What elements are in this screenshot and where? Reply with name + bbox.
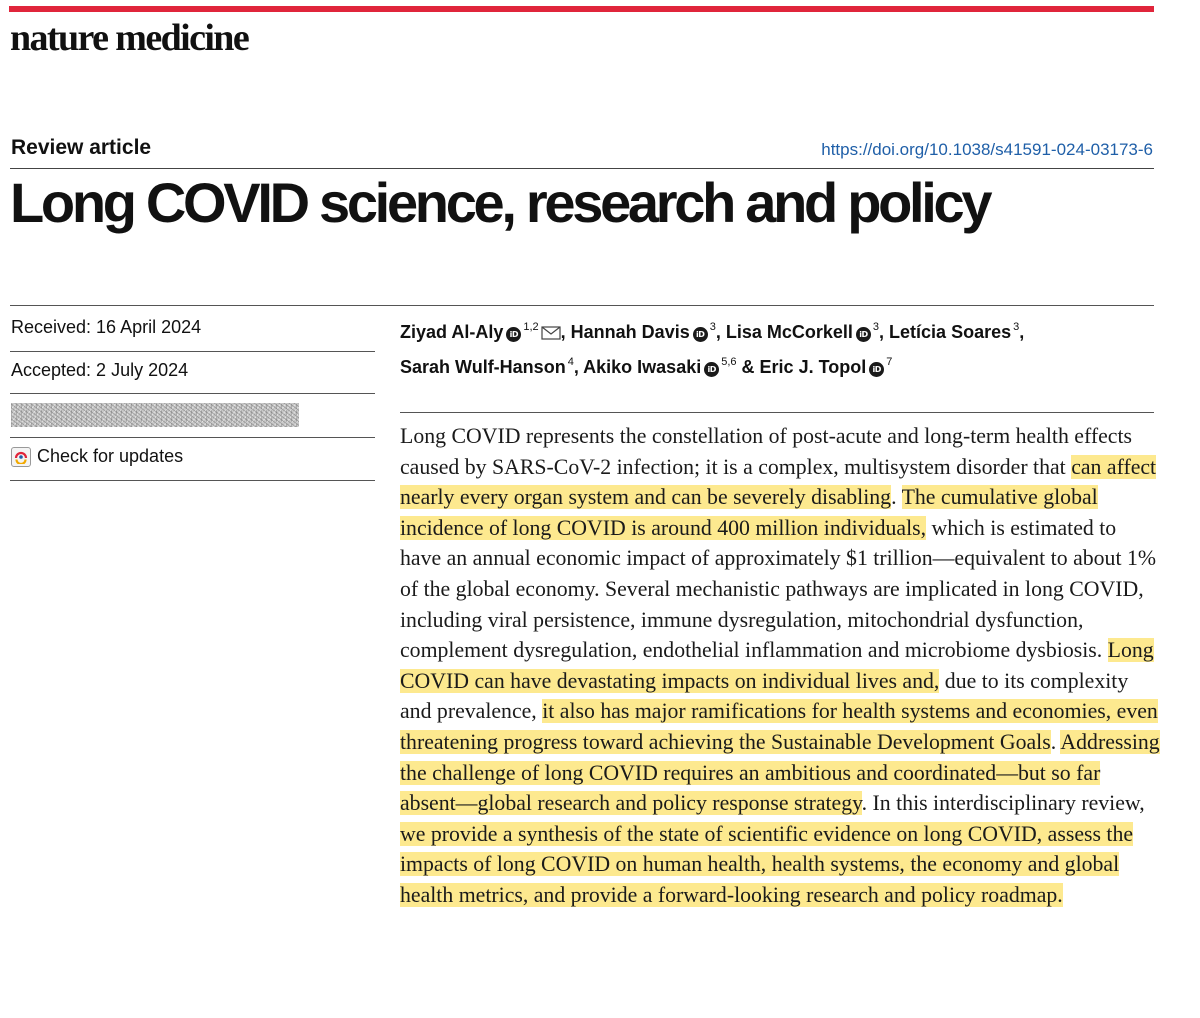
orcid-icon[interactable]: iD: [869, 362, 884, 377]
author-separator: ,: [879, 322, 890, 342]
highlighted-text: Long COVID can have devastating impacts on individual lives and,: [400, 638, 1154, 693]
journal-accent-bar: [9, 6, 1154, 12]
article-title: Long COVID science, research and policy: [10, 171, 990, 234]
redacted-publication-date: [11, 403, 299, 427]
author-separator: ,: [573, 357, 584, 377]
check-for-updates-button[interactable]: [11, 446, 183, 467]
abstract-text: .: [1050, 729, 1061, 754]
author-name[interactable]: Akiko Iwasaki: [583, 357, 702, 377]
check-for-updates-icon: [11, 447, 31, 467]
author-1: [571, 322, 716, 342]
highlighted-text: Addressing the challenge of long COVID requires an ambitious and coordinated—but so far absent—global research and policy response strategy: [400, 729, 1160, 816]
author-affiliation[interactable]: 1,2: [523, 321, 539, 333]
author-name[interactable]: Sarah Wulf-Hanson: [400, 357, 566, 377]
author-separator: &: [736, 357, 760, 377]
author-affiliation[interactable]: 7: [886, 356, 893, 368]
author-2: [726, 322, 879, 342]
metadata-top-divider: [10, 305, 1154, 306]
email-icon[interactable]: [541, 320, 561, 348]
author-4: [400, 357, 574, 377]
highlighted-text: we provide a synthesis of the state of scientific evidence on long COVID, assess the impacts of long COVID on human health, health systems, the economy and global health metrics, and provide a forward-looking research and policy roadmap.: [400, 821, 1134, 907]
orcid-icon[interactable]: iD: [506, 327, 521, 342]
author-affiliation[interactable]: 3: [709, 321, 716, 333]
article-type: Review article: [11, 136, 152, 159]
author-name[interactable]: Hannah Davis: [570, 322, 690, 342]
abstract-text: Long COVID represents the constellation of post-acute and long-term health effects caused by SARS-CoV-2 infection; it is a complex, multisystem disorder that: [400, 424, 1132, 479]
author-separator: ,: [715, 322, 726, 342]
author-name[interactable]: Ziyad Al-Aly: [400, 322, 504, 342]
author-name[interactable]: Eric J. Topol: [759, 357, 867, 377]
author-affiliation[interactable]: 5,6: [721, 356, 737, 368]
highlighted-text: The cumulative global incidence of long COVID is around 400 million individuals,: [400, 485, 1098, 540]
author-0: [400, 322, 561, 342]
sidebar-divider: [10, 437, 375, 438]
abstract-text: due to its complexity and prevalence,: [400, 668, 1129, 724]
abstract: [400, 421, 1160, 911]
author-separator: ,: [560, 322, 571, 342]
author-5: [583, 357, 736, 377]
abstract-divider: [400, 412, 1154, 413]
author-affiliation[interactable]: 3: [872, 321, 880, 333]
author-separator: ,: [1019, 322, 1025, 342]
abstract-text: . In this interdisciplinary review,: [861, 791, 1145, 816]
orcid-icon[interactable]: iD: [704, 362, 719, 377]
received-date: Received: 16 April 2024: [11, 317, 202, 337]
orcid-icon[interactable]: iD: [856, 327, 871, 342]
sidebar-divider: [10, 351, 375, 352]
author-affiliation[interactable]: 4: [567, 356, 574, 368]
author-6: [760, 357, 893, 377]
check-for-updates-label: Check for updates: [37, 446, 184, 466]
abstract-text: .: [891, 485, 902, 510]
highlighted-text: can affect nearly every organ system and can be severely disabling: [400, 454, 1157, 510]
sidebar-divider: [10, 480, 375, 481]
author-affiliation[interactable]: 3: [1013, 321, 1020, 333]
orcid-icon[interactable]: iD: [693, 327, 708, 342]
author-name[interactable]: Lisa McCorkell: [725, 322, 853, 342]
header-divider: [10, 168, 1154, 169]
doi-link[interactable]: https://doi.org/10.1038/s41591-024-03173-6: [821, 140, 1153, 159]
accepted-date: Accepted: 2 July 2024: [11, 360, 189, 380]
highlighted-text: it also has major ramifications for health systems and economies, even threatening progress toward achieving the Sustainable Development Goals: [400, 699, 1158, 754]
author-3: [889, 322, 1019, 342]
abstract-text: which is estimated to have an annual economic impact of approximately $1 trillion—equivalent to about 1% of the global economy. Several mechanistic pathways are implicated in long COVID, including viral persistence, immune dysregulation, mitochondrial dysfunction, complement dysregulation, endothelial inflammation and microbiome dysbiosis.: [400, 515, 1157, 663]
author-name[interactable]: Letícia Soares: [889, 322, 1012, 342]
journal-name[interactable]: nature medicine: [10, 17, 249, 59]
author-list: [400, 313, 1120, 381]
sidebar-divider: [10, 393, 375, 394]
